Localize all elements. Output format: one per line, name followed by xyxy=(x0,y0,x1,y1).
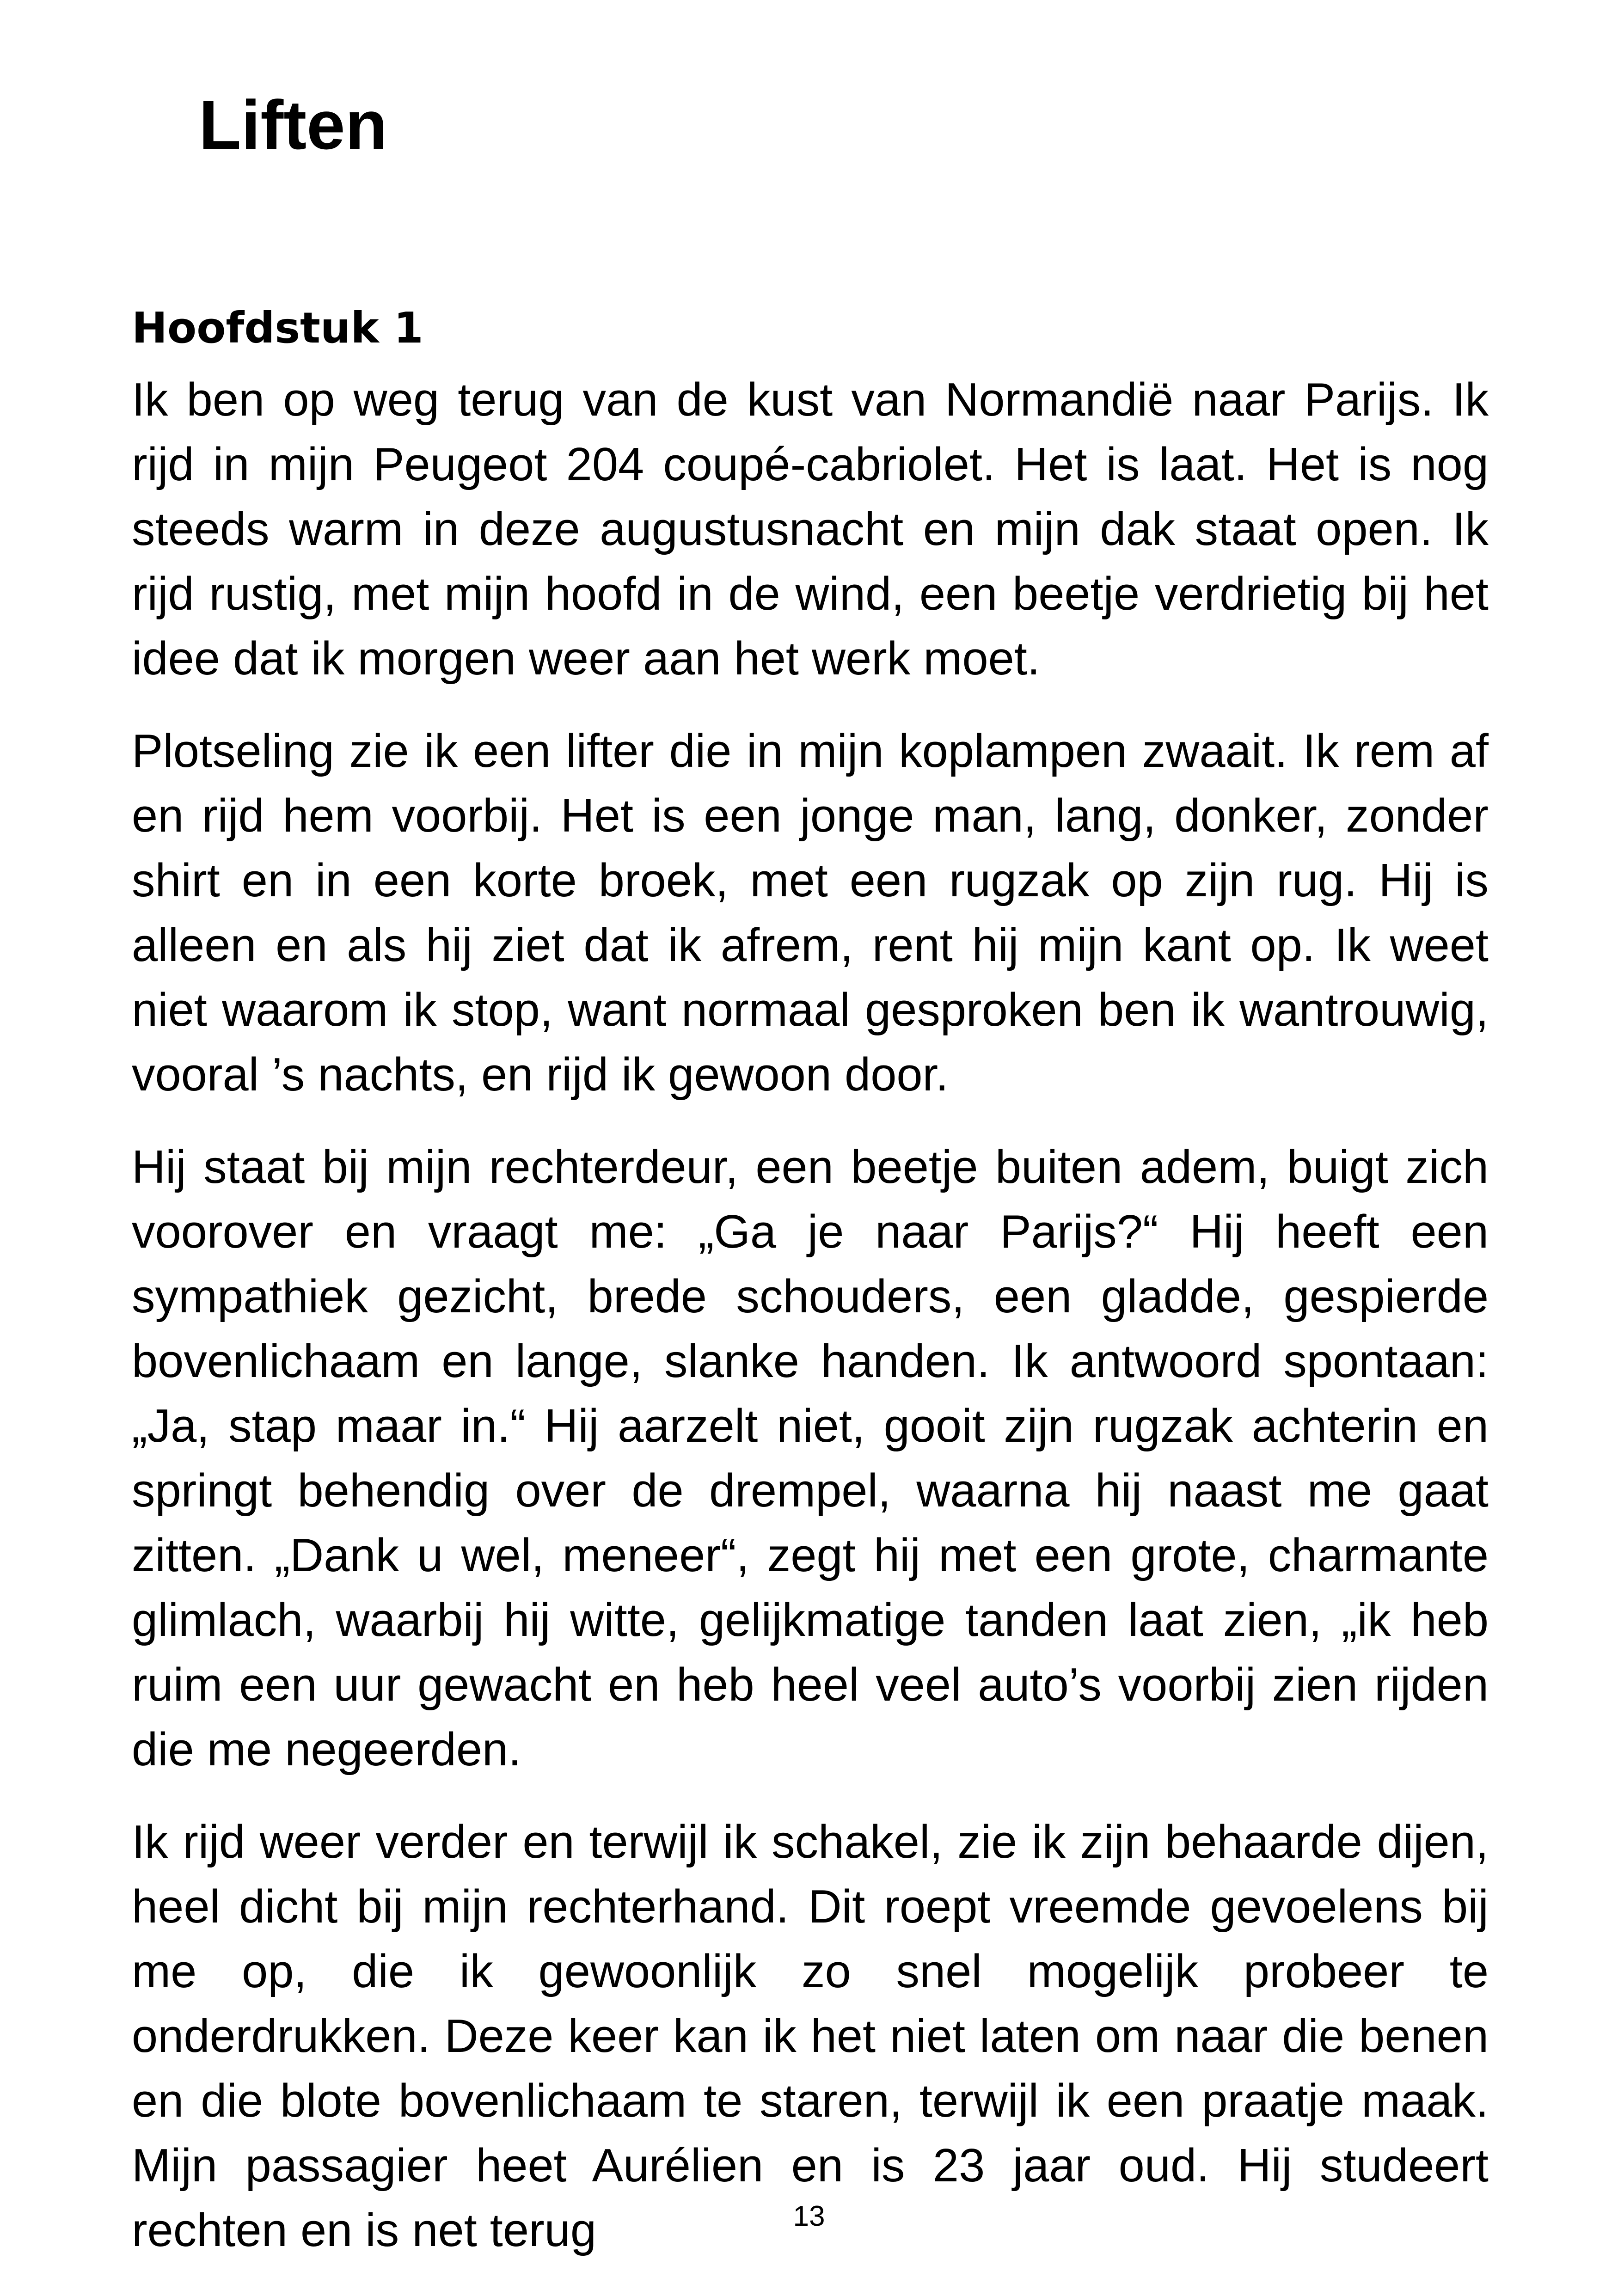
paragraph: Ik rijd weer verder en terwijl ik schakel, zie ik zijn behaarde dijen, heel dicht bij mijn rechterhand. Dit roept vreemde gevoelens bij me op, die ik gewoonlijk zo snel mogelijk probeer te onderdrukken. Deze keer kan ik het niet laten om naar die benen en die blote bovenlichaam te staren, terwijl ik een praatje maak. Mijn passagier heet Aurélien en is 23 jaar oud. Hij studeert rechten en is net terug xyxy=(132,1816,1489,2256)
body-text xyxy=(132,367,1489,2290)
chapter-heading: Hoofdstuk 1 xyxy=(132,303,423,353)
paragraph: Hij staat bij mijn rechterdeur, een beetje buiten adem, buigt zich voorover en vraagt me: „Ga je naar Parijs?“ Hij heeft een sympathiek gezicht, brede schouders, een gladde, gespierde bovenlichaam en lange, slanke handen. Ik antwoord spontaan: „Ja, stap maar in.“ Hij aarzelt niet, gooit zijn rugzak achterin en springt behendig over de drempel, waarna hij naast me gaat zitten. „Dank u wel, meneer“, zegt hij met een grote, charmante glimlach, waarbij hij witte, gelijkmatige tanden laat zien, „ik heb ruim een uur gewacht en heb heel veel auto’s voorbij zien rijden die me negeerden. xyxy=(132,1141,1489,1776)
paragraph: Ik ben op weg terug van de kust van Normandië naar Parijs. Ik rijd in mijn Peugeot 204 coupé-cabriolet. Het is laat. Het is nog steeds warm in deze augustusnacht en mijn dak staat open. Ik rijd rustig, met mijn hoofd in de wind, een beetje verdrietig bij het idee dat ik morgen weer aan het werk moet. xyxy=(132,374,1489,685)
book-title: Liften xyxy=(199,86,388,164)
page-number: 13 xyxy=(793,2200,825,2232)
paragraph: Plotseling zie ik een lifter die in mijn koplampen zwaait. Ik rem af en rijd hem voorbij. Het is een jonge man, lang, donker, zonder shirt en in een korte broek, met een rugzak op zijn rug. Hij is alleen en als hij ziet dat ik afrem, rent hij mijn kant op. Ik weet niet waarom ik stop, want normaal gesproken ben ik wantrouwig, vooral ’s nachts, en rijd ik gewoon door. xyxy=(132,725,1489,1101)
